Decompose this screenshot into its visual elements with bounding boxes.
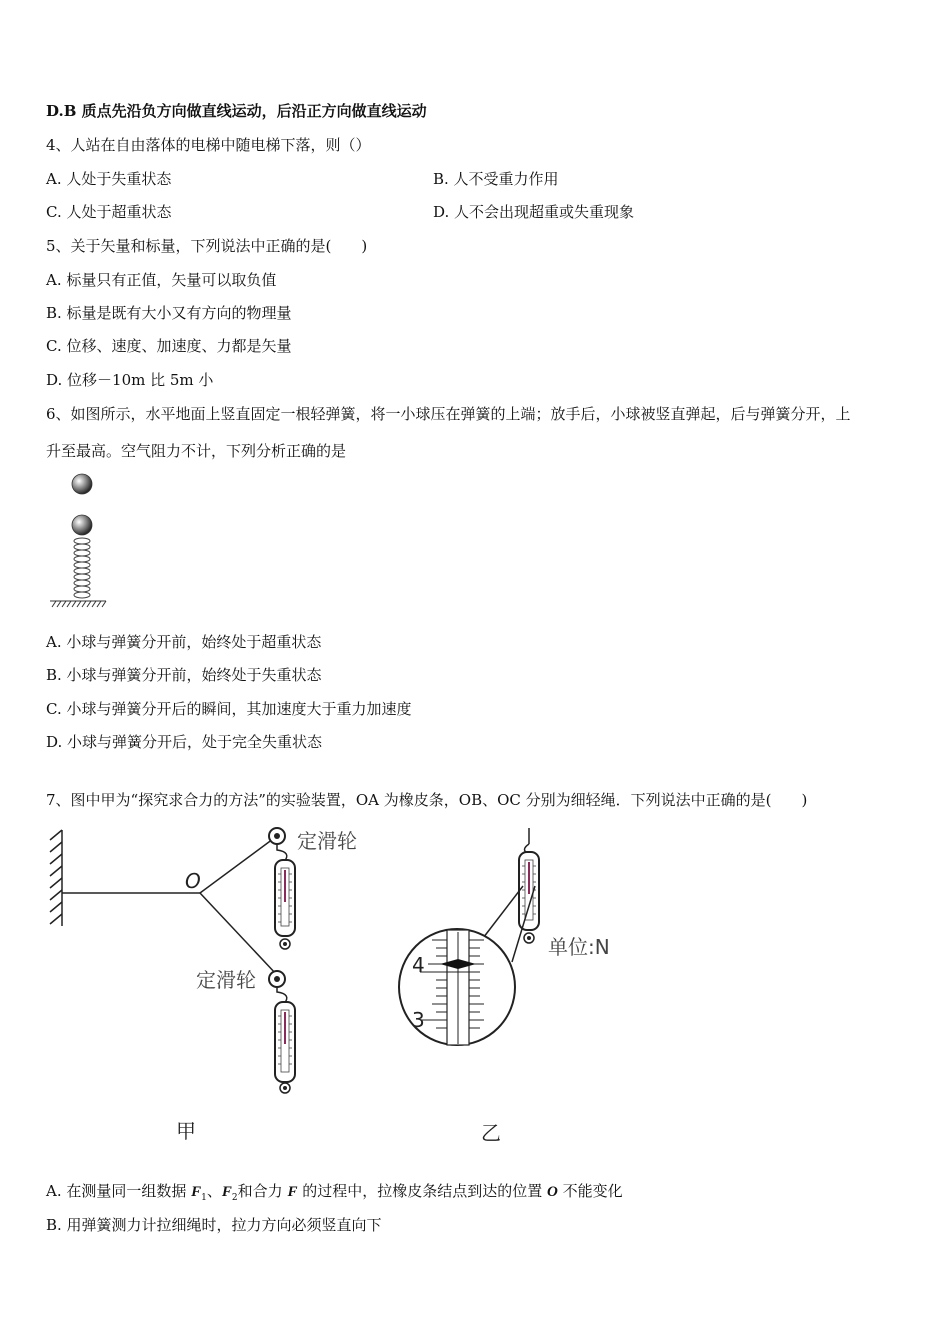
q4-option-c: C. 人处于超重状态 [46,203,172,221]
q4-stem: 4、人站在自由落体的电梯中随电梯下落，则（） [46,136,371,154]
tick-3: 3 [412,1008,425,1032]
caption-right: 乙 [481,1121,501,1145]
pulley-label-bottom: 定滑轮 [196,968,256,992]
unit-label: 单位:N [548,935,610,959]
q4-option-a: A. 人处于失重状态 [46,170,172,188]
q5-option-a: A. 标量只有正值，矢量可以取负值 [46,271,277,289]
q6-stem-line2: 升至最高。空气阻力不计，下列分析正确的是 [46,442,347,460]
q6-option-a: A. 小球与弹簧分开前，始终处于超重状态 [46,633,322,651]
q4-option-b: B. 人不受重力作用 [433,170,559,188]
q6-option-b: B. 小球与弹簧分开前，始终处于失重状态 [46,666,322,684]
caption-left: 甲 [176,1119,196,1143]
spring-ball-figure [40,468,120,613]
wall [50,830,62,926]
q5-stem: 5、关于矢量和标量，下列说法中正确的是( ) [46,237,368,255]
ground [50,601,106,607]
q5-option-c: C. 位移、速度、加速度、力都是矢量 [46,337,292,355]
q4-option-d: D. 人不会出现超重或失重现象 [433,203,635,221]
spring [74,538,90,598]
string-oc [200,893,277,975]
q5-option-d: D. 位移－10m 比 5m 小 [46,371,214,389]
q7-option-a: A. 在测量同一组数据 $F_1$、$F_2$和合力 F 的过程中，拉橡皮条结点到达的位置 O 不能变化 [46,1182,623,1203]
q6-option-c: C. 小球与弹簧分开后的瞬间，其加速度大于重力加速度 [46,700,412,718]
q7-stem: 7、图中甲为“探究求合力的方法”的实验装置，OA 为橡皮条，OB、OC 分别为细轻绳．下列说法中正确的是( ) [46,791,808,809]
magnifier [399,929,515,1045]
q3-option-d: D.B 质点先沿负方向做直线运动，后沿正方向做直线运动 [46,102,427,120]
q6-option-d: D. 小球与弹簧分开后，处于完全失重状态 [46,733,323,751]
pulley-label-top: 定滑轮 [297,829,357,853]
q7-option-b: B. 用弹簧测力计拉细绳时，拉力方向必须竖直向下 [46,1216,382,1234]
spring-scale-top [275,860,295,949]
spring-scale-bottom [275,1002,295,1093]
q5-option-b: B. 标量是既有大小又有方向的物理量 [46,304,292,322]
ball-top [72,474,92,494]
q7-figure [40,822,640,1152]
tick-4: 4 [412,953,425,977]
label-o: O [185,869,201,893]
string-ob [200,836,277,893]
ball-on-spring [72,515,92,535]
q6-stem-line1: 6、如图所示，水平地面上竖直固定一根轻弹簧，将一小球压在弹簧的上端；放手后，小球被竖直弹起，后与弹簧分开，上 [46,405,851,423]
